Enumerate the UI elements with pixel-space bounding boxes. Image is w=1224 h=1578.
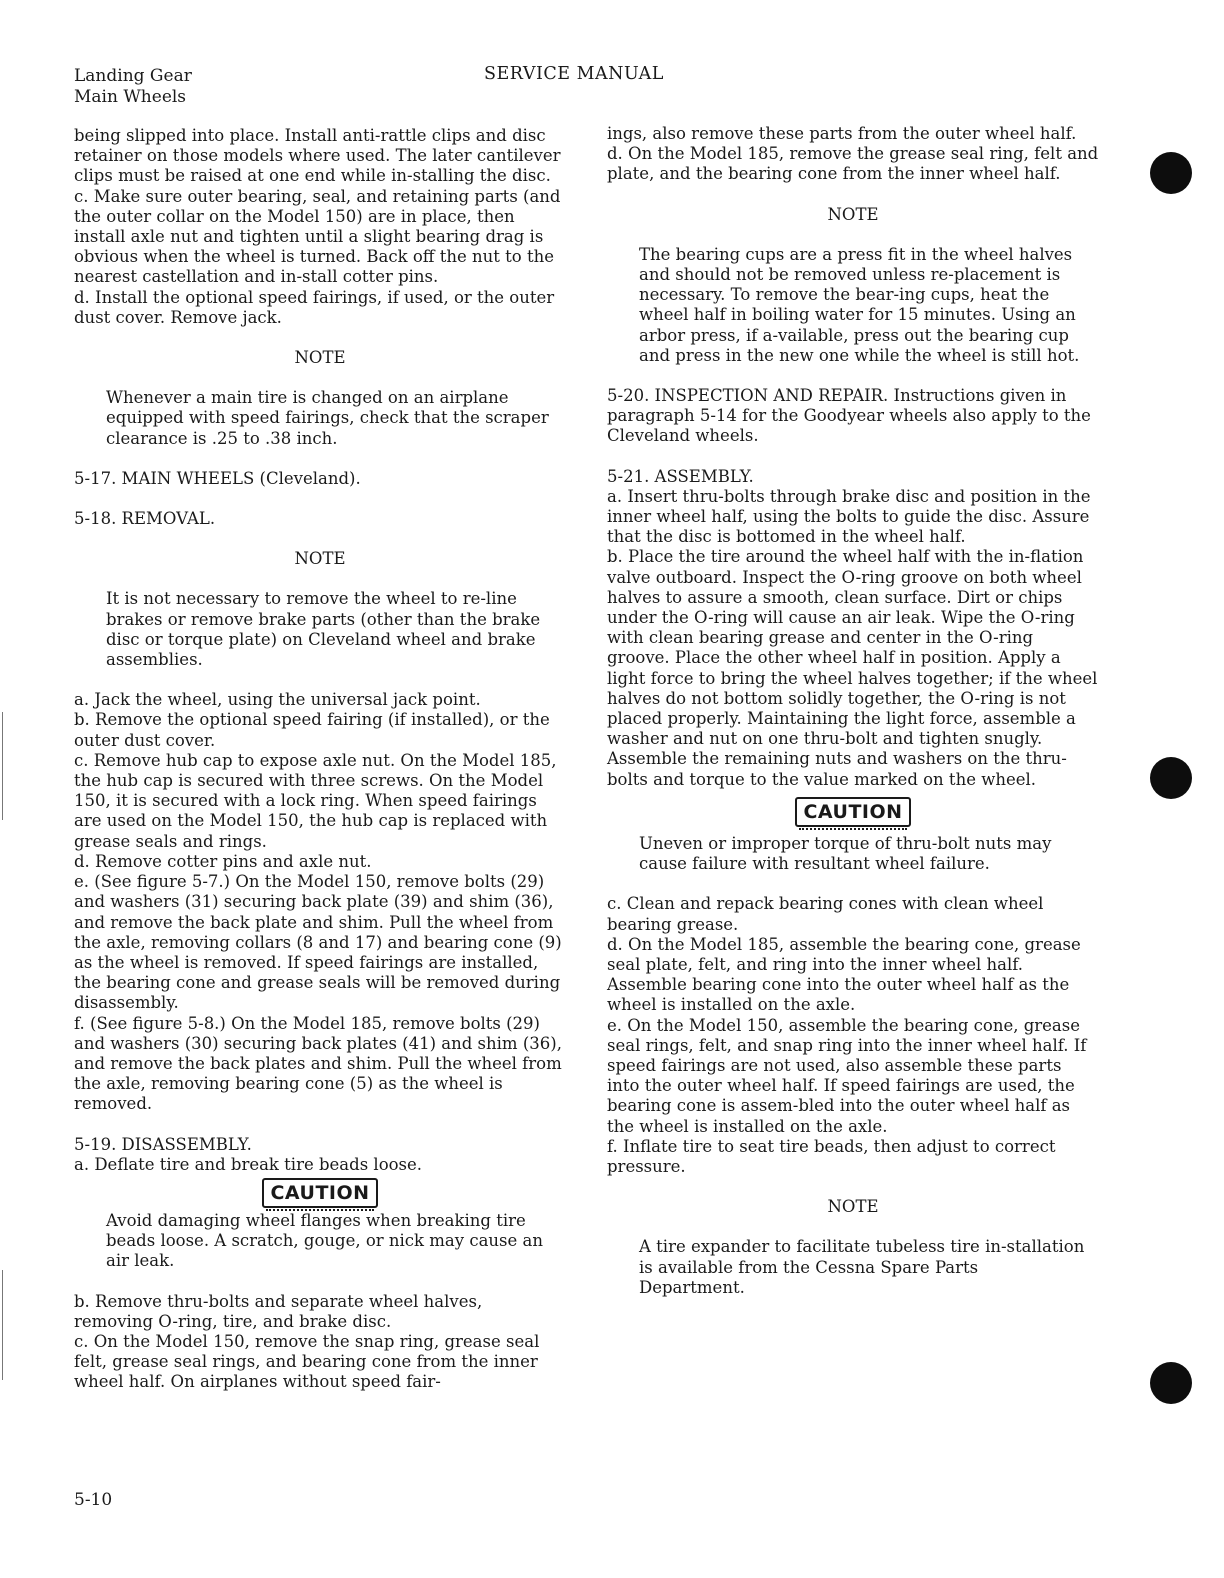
manual-title: SERVICE MANUAL — [484, 64, 664, 84]
removal-step-c: c. Remove hub cap to expose axle nut. On the Model 185, the hub cap is secured with three screws. On the Model 150, it is secured with a lock ring. When speed fairings are used on the Model 150, the hub cap is replaced with grease seals and rings. — [74, 750, 557, 851]
paragraph: being slipped into place. Install anti-rattle clips and disc retainer on those models where used. The later cantilever clips must be raised at one end while in-stalling the disc. — [74, 126, 561, 186]
page-number: 5-10 — [74, 1490, 113, 1510]
section-label-line2: Main Wheels — [74, 87, 187, 107]
assembly-step-f: f. Inflate tire to seat tire beads, then adjust to correct pressure. — [607, 1136, 1056, 1176]
caution-label: CAUTION — [262, 1178, 377, 1208]
note-body: It is not necessary to remove the wheel to re-line brakes or remove brake parts (other than the brake disc or torque plate) on Cleveland wheel and brake assemblies. — [106, 589, 541, 670]
binder-hole-icon — [1150, 1362, 1192, 1404]
caution-body: Uneven or improper torque of thru-bolt nuts may cause failure with resultant wheel failure. — [639, 833, 1052, 874]
section-heading-5-21: 5-21. ASSEMBLY. — [607, 466, 754, 486]
note-body: A tire expander to facilitate tubeless tire in-stallation is available from the Cessna Spare Parts Department. — [639, 1237, 1085, 1297]
note-title: NOTE — [294, 348, 346, 368]
disassembly-step-c: c. On the Model 150, remove the snap ring, grease seal felt, grease seal rings, and bearing cone from the inner wheel half. On airplanes without speed fair- — [74, 1331, 540, 1392]
step-c: c. Make sure outer bearing, seal, and retaining parts (and the outer collar on the Model 150) are in place, then install axle nut and tighten until a slight bearing drag is obvious when the wheel is turned. Back off the nut to the nearest castellation and in-stall cotter pins. — [74, 186, 561, 287]
caution-label: CAUTION — [795, 797, 910, 827]
scan-edge-mark — [2, 1270, 3, 1380]
paragraph: ings, also remove these parts from the outer wheel half. — [607, 124, 1077, 143]
binder-hole-icon — [1150, 757, 1192, 799]
section-label — [74, 66, 192, 108]
binder-hole-icon — [1150, 152, 1192, 194]
caution-box — [607, 790, 1099, 834]
assembly-step-c: c. Clean and repack bearing cones with clean wheel bearing grease. — [607, 894, 1044, 934]
scan-edge-mark — [2, 712, 3, 820]
section-heading-5-18: 5-18. REMOVAL. — [74, 509, 216, 529]
removal-step-e: e. (See figure 5-7.) On the Model 150, remove bolts (29) and washers (31) securing back plate (39) and shim (36), and remove the back plate and shim. Pull the wheel from the axle, removing collars (8 and 17) and bearing cone (9) as the wheel is removed. If speed fairings are installed, the bearing cone and grease seals will be removed during disassembly. — [74, 872, 562, 1013]
note-title: NOTE — [294, 549, 346, 569]
section-heading-5-19: 5-19. DISASSEMBLY. — [74, 1134, 252, 1154]
note-body: Whenever a main tire is changed on an airplane equipped with speed fairings, check that the scraper clearance is .25 to .38 inch. — [106, 388, 549, 448]
removal-step-b: b. Remove the optional speed fairing (if installed), or the outer dust cover. — [74, 710, 550, 750]
removal-step-d: d. Remove cotter pins and axle nut. — [74, 851, 372, 871]
note-body: The bearing cups are a press fit in the wheel halves and should not be removed unless re-placement is necessary. To remove the bear-ing cups, heat the wheel half in boiling water for 15 minutes. Using an arbor press, if a-vailable, press out the bearing cup and press in the new one while the wheel is still hot. — [639, 244, 1080, 365]
right-column — [607, 124, 1099, 1298]
assembly-step-a: a. Insert thru-bolts through brake disc and position in the inner wheel half, using the bolts to guide the disc. Assure that the disc is bottomed in the wheel half. — [607, 486, 1091, 547]
disassembly-step-b: b. Remove thru-bolts and separate wheel halves, removing O-ring, tire, and brake disc. — [74, 1291, 483, 1331]
caution-body: Avoid damaging wheel flanges when breaking tire beads loose. A scratch, gouge, or nick may cause an air leak. — [106, 1210, 543, 1271]
left-column — [74, 126, 566, 1393]
step-d: d. Install the optional speed fairings, if used, or the outer dust cover. Remove jack. — [74, 287, 555, 327]
section-5-20: 5-20. INSPECTION AND REPAIR. Instructions given in paragraph 5-14 for the Goodyear wheels also apply to the Cleveland wheels. — [607, 386, 1091, 446]
disassembly-step-d: d. On the Model 185, remove the grease seal ring, felt and plate, and the bearing cone from the inner wheel half. — [607, 144, 1099, 184]
section-label-line1: Landing Gear — [74, 66, 192, 86]
caution-box — [74, 1175, 566, 1211]
removal-step-a: a. Jack the wheel, using the universal jack point. — [74, 690, 481, 710]
assembly-step-b: b. Place the tire around the wheel half with the in-flation valve outboard. Inspect the O-ring groove on both wheel halves to assure a smooth, clean surface. Dirt or chips under the O-ring will cause an air leak. Wipe the O-ring with clean bearing grease and center in the O-ring groove. Place the other wheel half in position. Apply a light force to bring the wheel halves together; if the wheel halves do not bottom solidly together, the O-ring is not placed properly. Maintaining the light force, assemble a washer and nut on one thru-bolt and tighten snugly. Assemble the remaining nuts and washers on the thru-bolts and torque to the value marked on the wheel. — [607, 547, 1098, 789]
note-title: NOTE — [827, 204, 879, 224]
disassembly-step-a: a. Deflate tire and break tire beads loose. — [74, 1154, 423, 1174]
assembly-step-e: e. On the Model 150, assemble the bearing cone, grease seal rings, felt, and snap ring into the inner wheel half. If speed fairings are not used, also assemble these parts into the outer wheel half. If speed fairings are used, the bearing cone is assem-bled into the outer wheel half as the wheel is installed on the axle. — [607, 1015, 1087, 1136]
removal-step-f: f. (See figure 5-8.) On the Model 185, remove bolts (29) and washers (30) securing back plates (41) and shim (36), and remove the back plates and shim. Pull the wheel from the axle, removing bearing cone (5) as the wheel is removed. — [74, 1013, 562, 1114]
note-title: NOTE — [827, 1197, 879, 1217]
assembly-step-d: d. On the Model 185, assemble the bearing cone, grease seal plate, felt, and ring into the inner wheel half. Assemble bearing cone into the outer wheel half as the wheel is installed on the axle. — [607, 934, 1081, 1015]
section-heading-5-17: 5-17. MAIN WHEELS (Cleveland). — [74, 468, 361, 488]
